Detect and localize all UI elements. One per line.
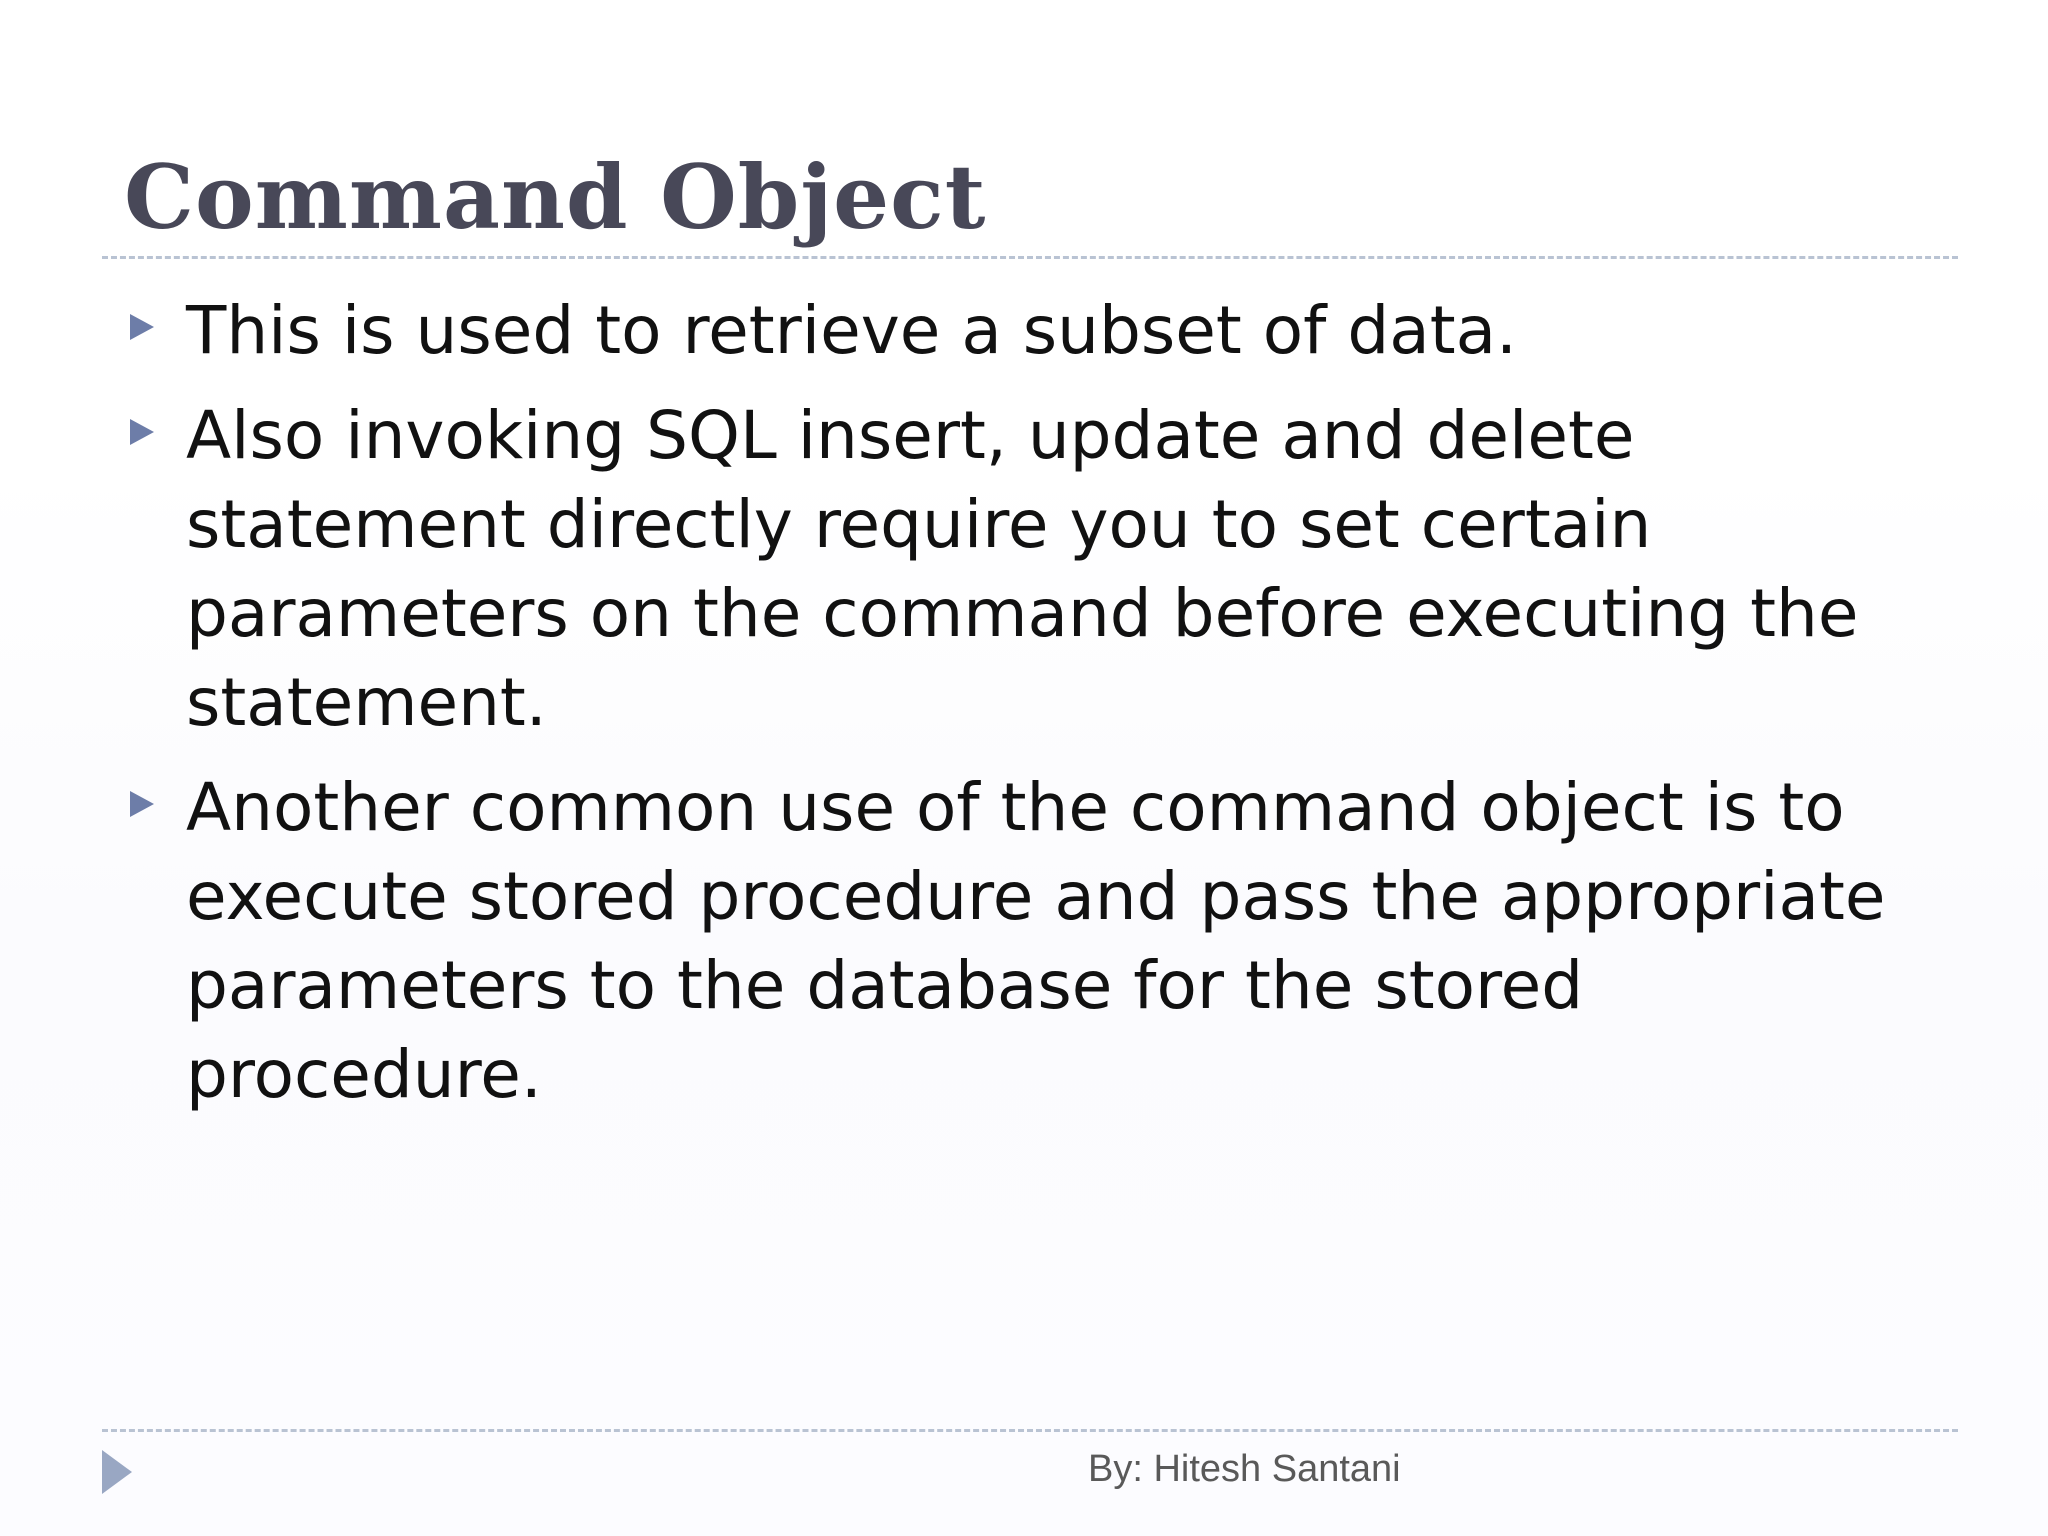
title-divider (102, 256, 1958, 259)
triangle-right-icon (130, 419, 154, 445)
slide-title: Command Object (124, 145, 987, 249)
footer-author: By: Hitesh Santani (1088, 1448, 1401, 1490)
bullet-list (124, 286, 1904, 1135)
bullet-item (124, 286, 1904, 375)
bullet-text: Also invoking SQL insert, update and delete statement directly require you to set certain parameters on the command before executing the statement. (186, 397, 1859, 741)
bullet-item (124, 763, 1904, 1119)
footer-divider (102, 1429, 1958, 1432)
triangle-right-icon (130, 314, 154, 340)
bullet-text: Another common use of the command object is to execute stored procedure and pass the appropriate parameters to the database for the stored procedure. (186, 769, 1886, 1113)
bullet-item (124, 391, 1904, 747)
triangle-right-icon (130, 791, 154, 817)
bullet-text: This is used to retrieve a subset of data. (186, 292, 1517, 369)
play-triangle-icon (102, 1450, 132, 1494)
